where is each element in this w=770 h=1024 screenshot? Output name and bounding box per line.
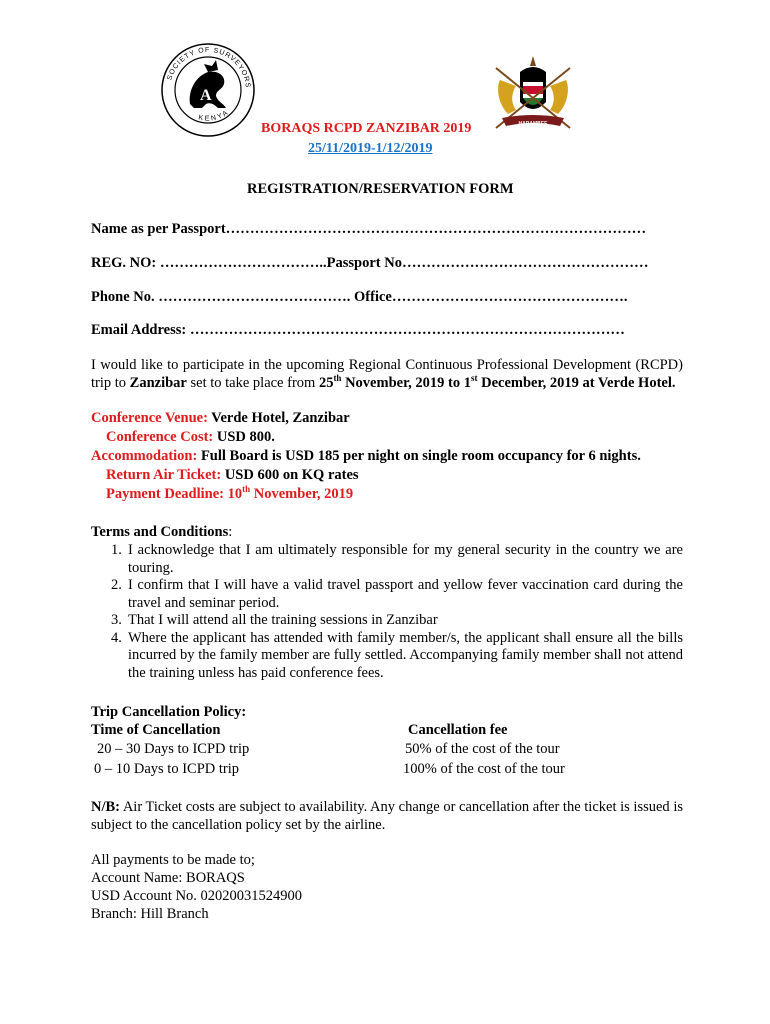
seal-ring-top-text: SOCIETY OF SURVEYORS xyxy=(166,46,252,89)
cancellation-heading: Trip Cancellation Policy: xyxy=(91,704,247,720)
air-ticket-value: USD 600 on KQ rates xyxy=(221,467,359,483)
account-name: Account Name: BORAQS xyxy=(91,870,245,886)
venue-label: Conference Venue: xyxy=(91,410,208,426)
payment-deadline-row xyxy=(106,486,353,503)
cancellation-row-fee: 50% of the cost of the tour xyxy=(405,741,560,757)
terms-item-number: 3. xyxy=(111,612,122,628)
intro-place: Zanzibar xyxy=(129,375,187,391)
terms-item-text: I confirm that I will have a valid travel passport and yellow fever vaccination card during the travel and seminar period. xyxy=(128,577,683,611)
email-label: Email Address: xyxy=(91,322,190,338)
cost-label: Conference Cost: xyxy=(106,429,214,445)
intro-start-rest: November, 2019 to 1 xyxy=(341,375,471,391)
accommodation-label: Accommodation: xyxy=(91,448,198,464)
terms-item xyxy=(91,612,683,630)
coat-of-arms-motto: HARAMBEE xyxy=(518,121,548,127)
terms-heading-row xyxy=(91,524,232,541)
name-field-row xyxy=(91,221,646,238)
payment-intro: All payments to be made to; xyxy=(91,852,255,868)
intro-start-sup: th xyxy=(333,373,342,384)
cost-row xyxy=(106,429,275,446)
phone-no-input-line[interactable]: …………………………………. xyxy=(158,289,351,305)
cancellation-row-time: 0 – 10 Days to ICPD trip xyxy=(94,761,239,777)
reg-no-label: REG. NO: xyxy=(91,255,160,271)
deadline-rest: November, 2019 xyxy=(250,486,354,502)
airline-note xyxy=(91,798,683,834)
intro-end-rest: December, 2019 at Verde Hotel. xyxy=(477,375,676,391)
society-seal-logo xyxy=(160,42,256,138)
phone-no-label: Phone No. xyxy=(91,289,159,305)
terms-item-number: 4. xyxy=(111,629,122,646)
terms-list xyxy=(91,542,683,682)
coat-of-arms-emblem xyxy=(486,52,580,136)
accommodation-row xyxy=(91,448,641,465)
cancellation-row-fee: 100% of the cost of the tour xyxy=(403,761,565,777)
note-text: Air Ticket costs are subject to availability. Any change or cancellation after the ticket is issued is subject to the cancellation policy set by the airline. xyxy=(91,799,683,833)
terms-colon: : xyxy=(228,524,233,540)
email-input-line[interactable]: ……………………………………………………………………………… xyxy=(189,322,625,338)
cancellation-col-fee-header: Cancellation fee xyxy=(408,722,508,738)
reg-passport-row xyxy=(91,255,648,272)
reg-no-input-line[interactable]: …………………………….. xyxy=(159,255,327,271)
phone-office-row xyxy=(91,289,628,306)
form-heading: REGISTRATION/RESERVATION FORM xyxy=(247,181,514,197)
venue-row xyxy=(91,410,350,427)
svg-text:KENYA xyxy=(198,109,231,123)
terms-item-number: 2. xyxy=(111,577,122,593)
terms-heading: Terms and Conditions xyxy=(91,524,229,540)
venue-value: Verde Hotel, Zanzibar xyxy=(207,410,350,426)
terms-item-text: Where the applicant has attended with family member/s, the applicant shall ensure all the bills incurred by the family member are fully settled. Accompanying family member shall not attend the training unless has paid conference fees. xyxy=(128,629,683,681)
terms-item xyxy=(91,542,683,577)
intro-start-day: 25 xyxy=(318,375,334,391)
terms-item-text: I acknowledge that I am ultimately responsible for my general security in the country we are touring. xyxy=(128,542,683,576)
accommodation-value: Full Board is USD 185 per night on single room occupancy for 6 nights. xyxy=(197,448,641,464)
note-label: N/B: xyxy=(91,799,120,815)
passport-no-input-line[interactable]: …………………………………………… xyxy=(401,255,649,271)
terms-item-number: 1. xyxy=(111,542,122,558)
account-number: USD Account No. 02020031524900 xyxy=(91,888,303,904)
air-ticket-label: Return Air Ticket: xyxy=(106,467,222,483)
office-input-line[interactable]: …………………………………………. xyxy=(391,289,628,305)
email-row xyxy=(91,322,625,339)
office-label: Office xyxy=(350,289,392,305)
intro-text-2: set to take place from xyxy=(186,375,319,391)
event-title: BORAQS RCPD ZANZIBAR 2019 xyxy=(261,121,472,136)
cost-value: USD 800. xyxy=(213,429,275,445)
deadline-label: Payment Deadline: 10 xyxy=(106,486,243,502)
intro-paragraph xyxy=(91,356,683,392)
branch-name: Branch: Hill Branch xyxy=(91,906,209,922)
terms-item xyxy=(91,630,683,683)
seal-ring-bottom-text: KENYA xyxy=(197,108,231,123)
intro-end-sup: st xyxy=(471,373,478,384)
terms-item-text: That I will attend all the training sessions in Zanzibar xyxy=(128,612,438,628)
cancellation-col-time-header: Time of Cancellation xyxy=(91,722,221,738)
deadline-sup: th xyxy=(242,484,251,495)
terms-item xyxy=(91,577,683,612)
name-input-line[interactable]: …………………………………………………………………………… xyxy=(225,221,647,237)
intro-text-1: I would like to participate in the upcoming Regional Continuous Professional Development (RCPD) trip to xyxy=(91,357,683,391)
name-label: Name as per Passport xyxy=(91,221,226,237)
seal-center-letter: A xyxy=(200,87,212,104)
cancellation-row-time: 20 – 30 Days to ICPD trip xyxy=(97,741,250,757)
event-dates: 25/11/2019-1/12/2019 xyxy=(308,141,433,156)
air-ticket-row xyxy=(106,467,359,484)
passport-no-label: Passport No xyxy=(326,255,402,271)
